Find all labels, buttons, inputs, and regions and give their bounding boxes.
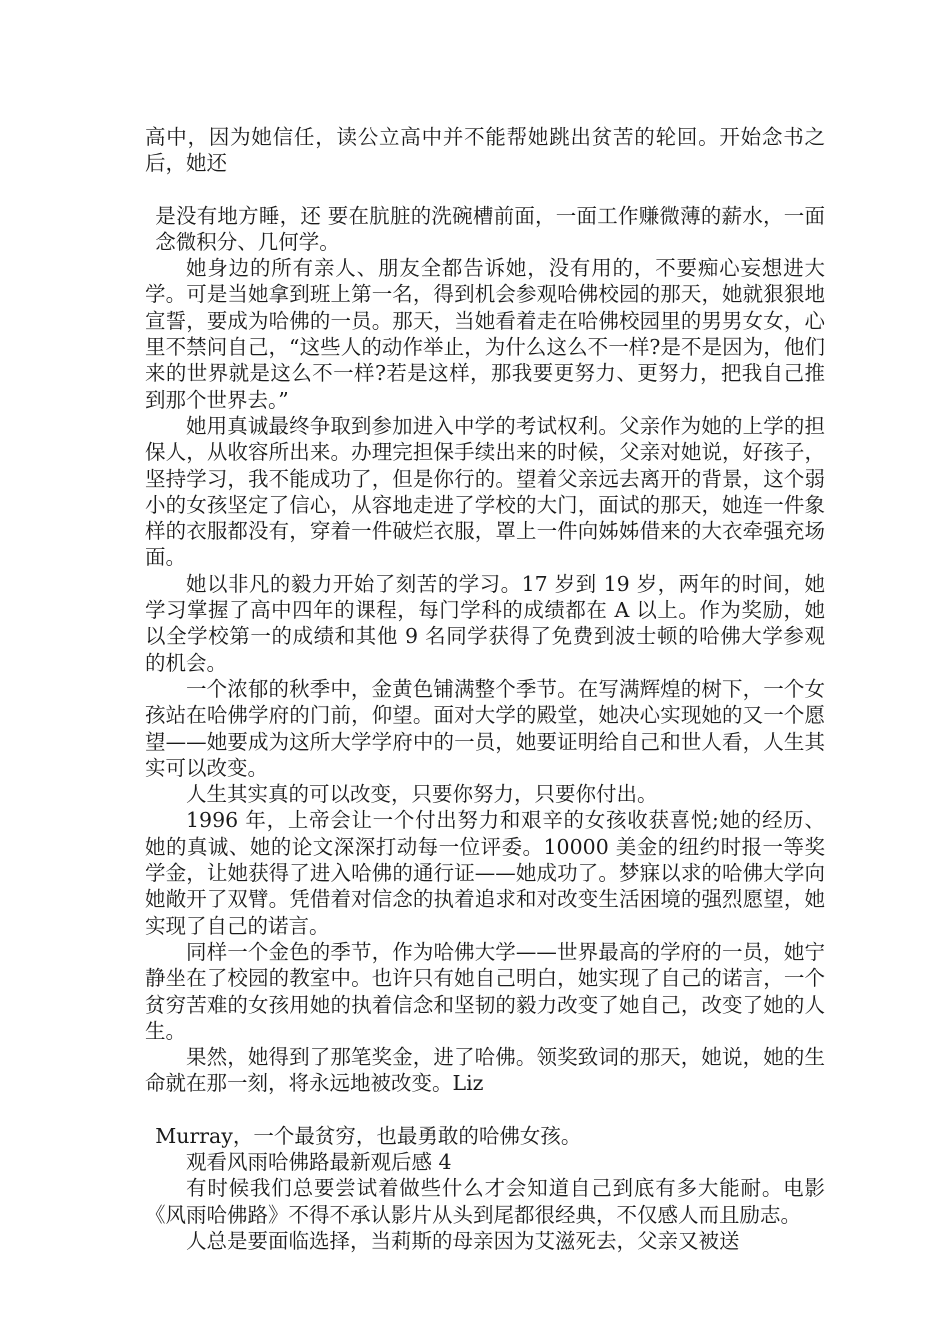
paragraph-continuation-3: Murray，一个最贫穷，也最勇敢的哈佛女孩。 — [155, 1123, 582, 1148]
section-heading: 观看风雨哈佛路最新观后感 4 — [186, 1149, 452, 1174]
paragraph: 她身边的所有亲人、朋友全都告诉她，没有用的，不要痴心妄想进大学。可是当她拿到班上第一名，得到机会参观哈佛校园的那天，她就狠狠地宣誓，要成为哈佛的一员。那天，当她看着走在哈佛校园里的男男女女，心里不禁问自己，“这些人的动作举止，为什么这么不一样?是不是因为，他们来的世界就是这么不一样?若是这样，那我要更努力、更努力，把我自己推到那个世界去。” — [145, 256, 825, 412]
paragraph: 人总是要面临选择，当莉斯的母亲因为艾滋死去，父亲又被送 — [186, 1228, 740, 1253]
paragraph: 一个浓郁的秋季中，金黄色铺满整个季节。在写满辉煌的树下，一个女孩站在哈佛学府的门前，仰望。面对大学的殿堂，她决心实现她的又一个愿望——她要成为这所大学学府中的一员，她要证明给自己和世人看，人生其实可以改变。 — [145, 676, 825, 780]
paragraph: 有时候我们总要尝试着做些什么才会知道自己到底有多大能耐。电影《风雨哈佛路》不得不承认影片从头到尾都很经典，不仅感人而且励志。 — [145, 1176, 825, 1227]
paragraph: 她用真诚最终争取到参加进入中学的考试权利。父亲作为她的上学的担保人，从收容所出来。办理完担保手续出来的时候，父亲对她说，好孩子，坚持学习，我不能成功了，但是你行的。望着父亲远去离开的背景，这个弱小的女孩坚定了信心，从容地走进了学校的大门，面试的那天，她连一件象样的衣服都没有，穿着一件破烂衣服，罩上一件向姊姊借来的大衣牵强充场面。 — [145, 413, 825, 570]
paragraph-continuation: 高中，因为她信任，读公立高中并不能帮她跳出贫苦的轮回。开始念书之后，她还 — [145, 125, 825, 176]
document-body — [145, 124, 825, 1254]
paragraph-continuation-2: 是没有地方睡，还 要在肮脏的洗碗槽前面，一面工作赚微薄的薪水，一面念微积分、几何学。 — [155, 203, 825, 254]
paragraph: 果然，她得到了那笔奖金，进了哈佛。领奖致词的那天，她说，她的生命就在那一刻，将永远地被改变。Liz — [145, 1045, 825, 1096]
paragraph: 她以非凡的毅力开始了刻苦的学习。17 岁到 19 岁，两年的时间，她学习掌握了高中四年的课程，每门学科的成绩都在 A 以上。作为奖励，她以全学校第一的成绩和其他 9 名同学获得了免费到波士顿的哈佛大学参观的机会。 — [145, 571, 825, 675]
paragraph: 1996 年，上帝会让一个付出努力和艰辛的女孩收获喜悦;她的经历、她的真诚、她的论文深深打动每一位评委。10000 美金的纽约时报一等奖学金，让她获得了进入哈佛的通行证——她成功了。梦寐以求的哈佛大学向她敞开了双臂。凭借着对信念的执着追求和对改变生活困境的强烈愿望，她实现了自己的诺言。 — [145, 808, 825, 938]
paragraph: 人生其实真的可以改变，只要你努力，只要你付出。 — [186, 782, 658, 807]
paragraph: 同样一个金色的季节，作为哈佛大学——世界最高的学府的一员，她宁静坐在了校园的教室中。也许只有她自己明白，她实现了自己的诺言，一个贫穷苦难的女孩用她的执着信念和坚韧的毅力改变了她自己，改变了她的人生。 — [145, 939, 825, 1043]
